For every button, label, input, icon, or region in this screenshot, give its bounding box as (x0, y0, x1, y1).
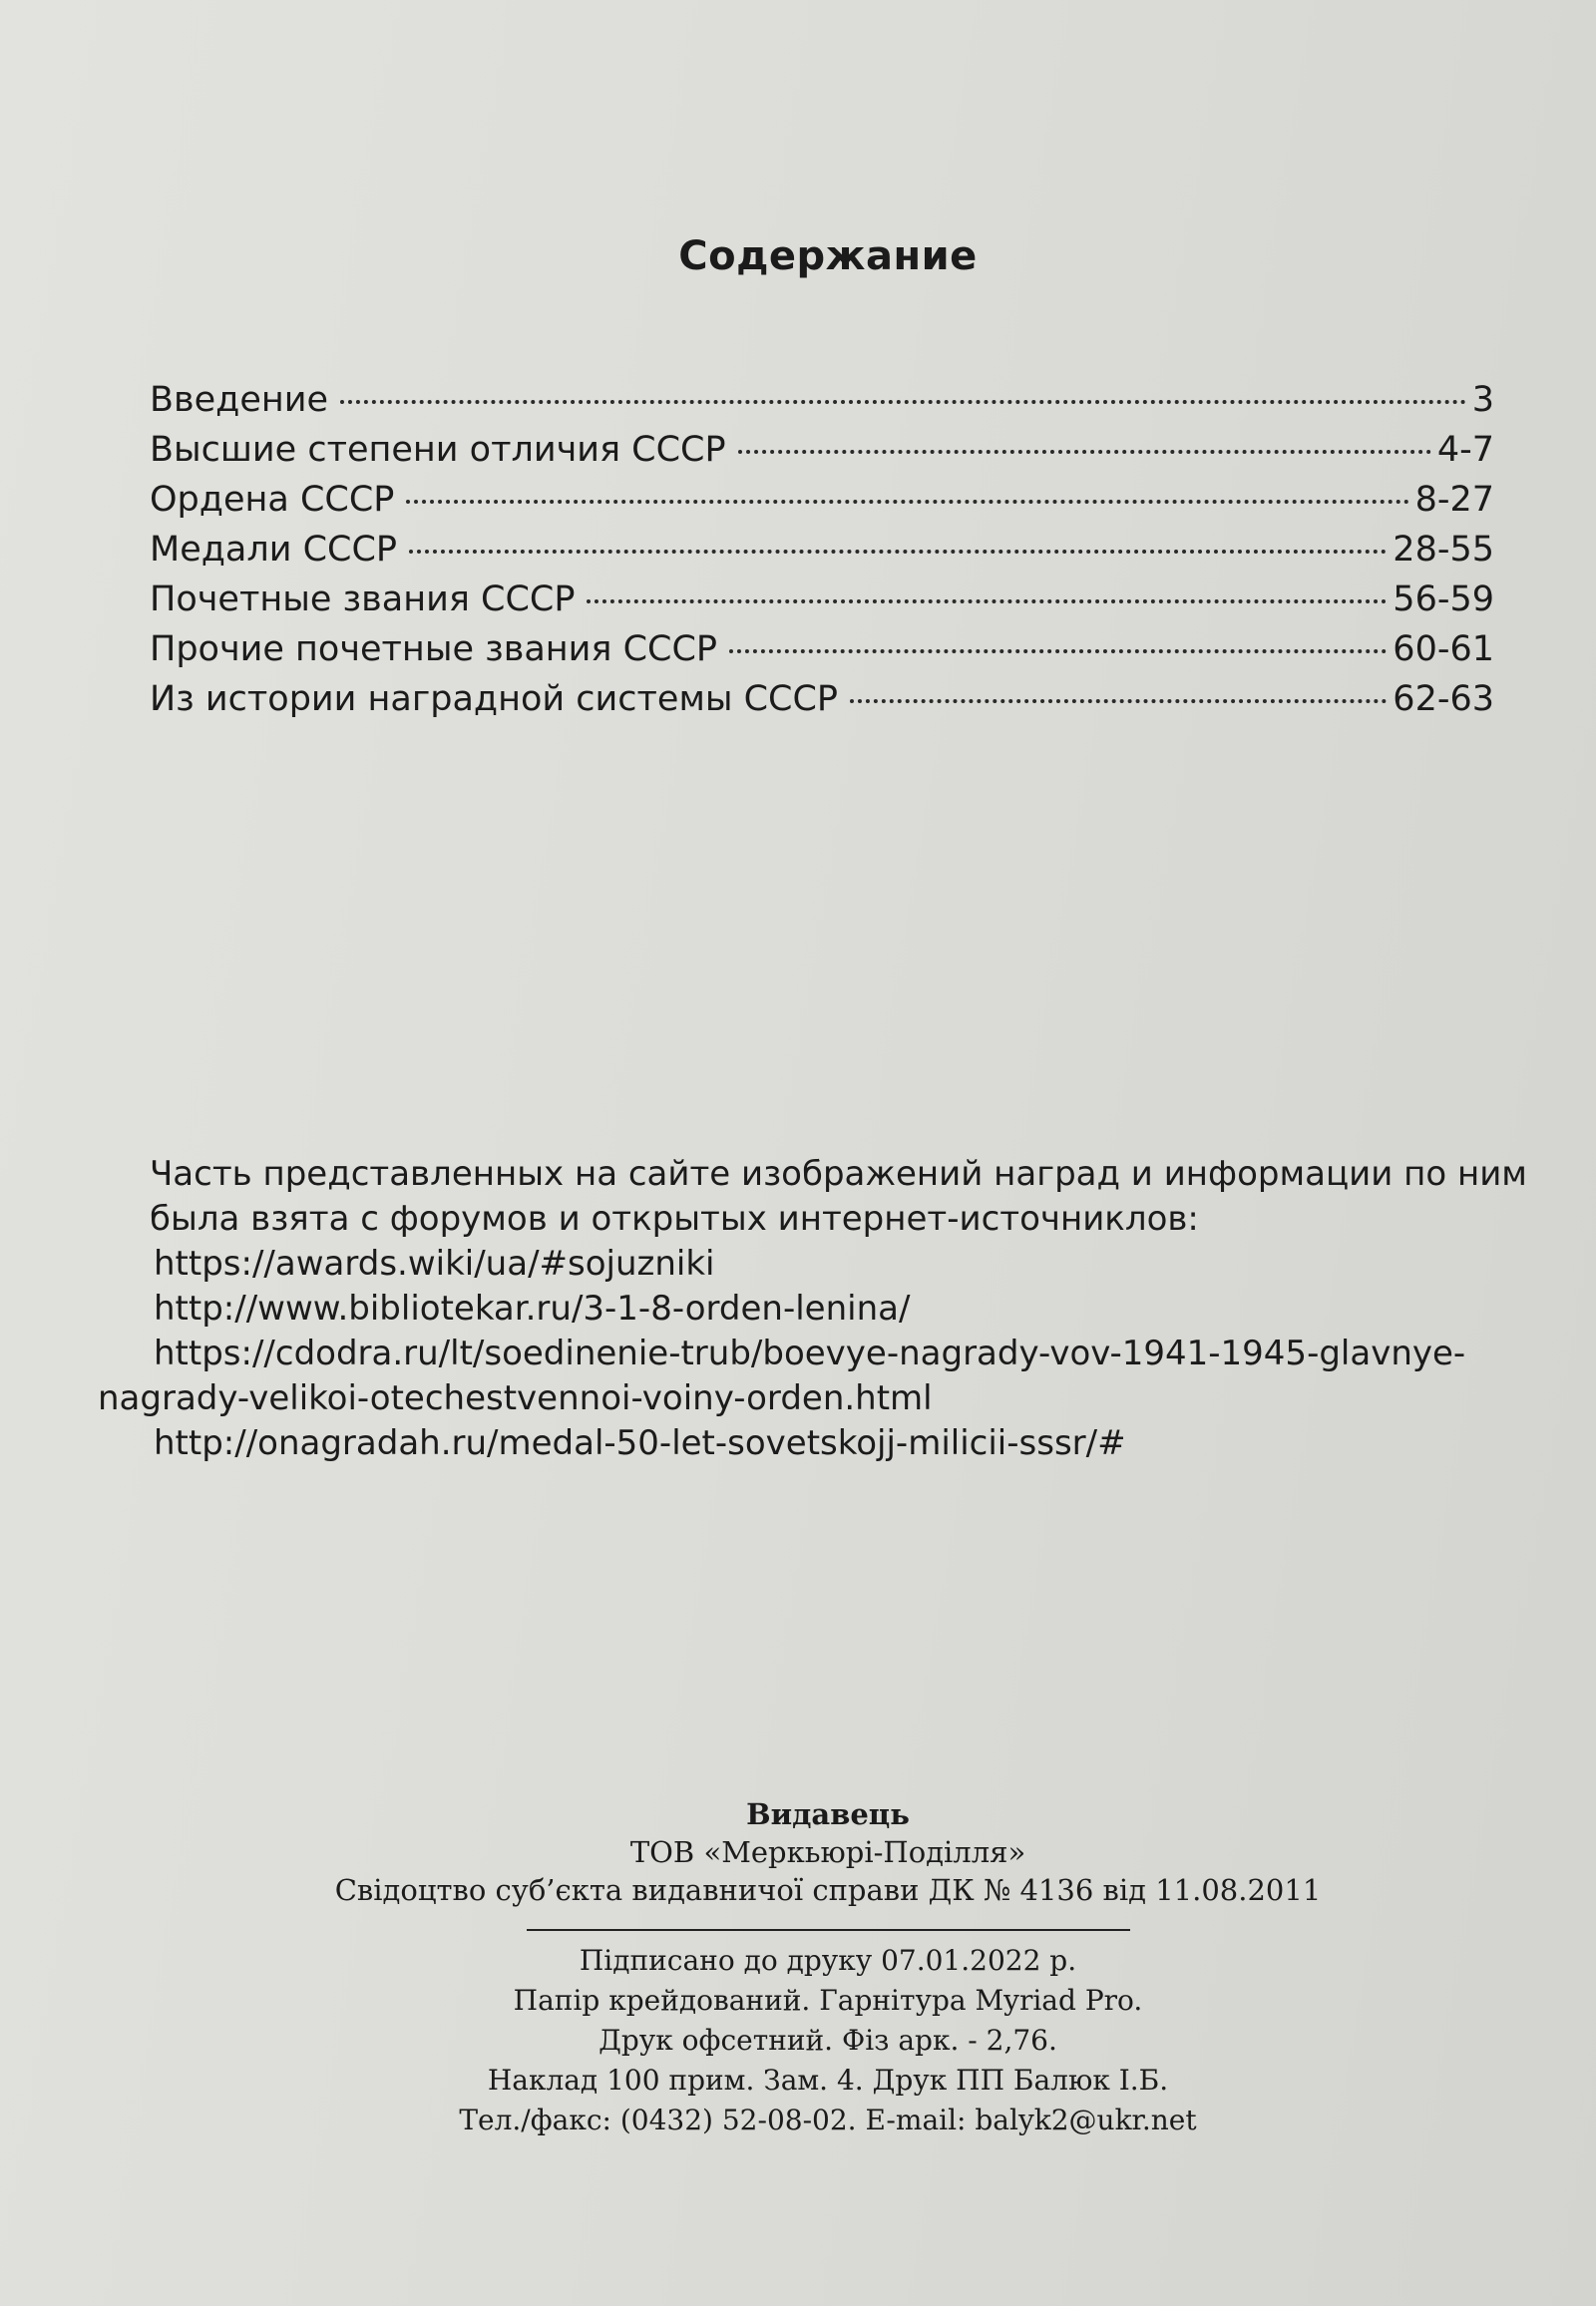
imprint-publisher: ТОВ «Меркьюрі-Поділля» (629, 1835, 1026, 1869)
sources-intro-line: Часть представленных на сайте изображений наград и информации по ним (150, 1154, 1527, 1194)
toc-entry (150, 475, 1494, 525)
imprint-divider (527, 1929, 1130, 1931)
toc-entry-pages: 4-7 (1436, 430, 1494, 470)
toc-entry-pages: 28-55 (1393, 530, 1494, 570)
toc-entry-pages: 8-27 (1414, 480, 1494, 520)
imprint-heading: Видавець (746, 1797, 910, 1831)
imprint-contact: Тел./факс: (0432) 52-08-02. E-mail: balyk2@ukr.net (459, 2104, 1197, 2136)
imprint-run: Наклад 100 прим. Зам. 4. Друк ПП Балюк І.Б. (487, 2064, 1169, 2097)
toc-leader-dots (406, 500, 1408, 504)
source-link: http://www.bibliotekar.ru/3-1-8-orden-lenina/ (154, 1289, 911, 1329)
toc-entry (150, 575, 1494, 624)
toc-leader-dots (729, 649, 1387, 653)
imprint-signed: Підписано до друку 07.01.2022 р. (579, 1944, 1077, 1977)
toc-entry-label: Высшие степени отличия СССР (150, 430, 726, 470)
toc-entry-label: Из истории наградной системы СССР (150, 679, 839, 719)
toc-entry-label: Почетные звания СССР (150, 579, 576, 619)
imprint-print: Друк офсетний. Фіз арк. - 2,76. (598, 2024, 1057, 2057)
imprint-paper: Папір крейдований. Гарнітура Myriad Pro. (513, 1984, 1143, 2017)
toc-entry (150, 525, 1494, 575)
toc-entry (150, 624, 1494, 674)
contents-title: Содержание (678, 233, 978, 279)
toc-entry-pages: 60-61 (1393, 629, 1494, 669)
source-link-continuation: nagrady-velikoi-otechestvennoi-voiny-orden.html (98, 1378, 933, 1418)
toc-entry-label: Введение (150, 380, 329, 420)
sources-note (98, 1152, 1566, 1466)
toc-leader-dots (850, 699, 1387, 703)
toc-entry-label: Медали СССР (150, 530, 398, 570)
toc-entry-label: Ордена СССР (150, 480, 395, 520)
toc-entry (150, 375, 1494, 425)
toc-leader-dots (738, 450, 1431, 454)
toc-leader-dots (587, 599, 1387, 603)
source-link: https://cdodra.ru/lt/soedinenie-trub/boevye-nagrady-vov-1941-1945-glavnye- (154, 1334, 1466, 1373)
imprint-certificate: Свідоцтво суб’єкта видавничої справи ДК № 4136 від 11.08.2011 (334, 1873, 1322, 1907)
toc-leader-dots (340, 400, 1466, 404)
toc-entry-pages: 56-59 (1393, 579, 1494, 619)
toc-leader-dots (409, 550, 1387, 554)
toc-entry (150, 674, 1494, 724)
source-link: http://onagradah.ru/medal-50-let-sovetskojj-milicii-sssr/# (154, 1423, 1126, 1463)
toc-entry-pages: 62-63 (1393, 679, 1494, 719)
table-of-contents (150, 375, 1494, 724)
publisher-imprint (0, 1795, 1596, 2140)
toc-entry-pages: 3 (1471, 380, 1494, 420)
source-link: https://awards.wiki/ua/#sojuzniki (154, 1244, 715, 1284)
sources-intro-line: была взята с форумов и открытых интернет-источниклов: (150, 1199, 1199, 1239)
toc-entry-label: Прочие почетные звания СССР (150, 629, 718, 669)
toc-entry (150, 425, 1494, 475)
